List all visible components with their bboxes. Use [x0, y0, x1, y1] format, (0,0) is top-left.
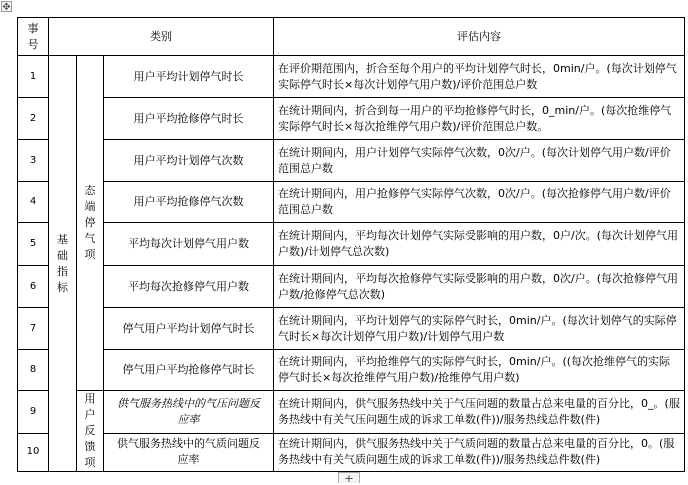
- row-number: 2: [18, 98, 49, 140]
- row-number: 4: [18, 182, 49, 223]
- row-number: 6: [18, 266, 49, 308]
- row-number: 10: [18, 433, 49, 471]
- add-row-icon[interactable]: +: [338, 472, 360, 483]
- table-row: [18, 433, 685, 471]
- header-no: 事号: [18, 18, 49, 56]
- row-number: 5: [18, 223, 49, 266]
- category-name: 供气服务热线中的气质问题反应率: [104, 433, 274, 471]
- content-description: 在统计期间内，供气服务热线中关于气质问题的数量占总来电量的百分比，0。(服务热线中有关气质问题生成的诉求工单数(件))/服务热线总件数(件): [274, 433, 685, 471]
- category-name: 用户平均抢修停气时长: [104, 98, 274, 140]
- group-feedback-items: [77, 391, 104, 472]
- table-move-handle-icon[interactable]: ✥: [2, 2, 11, 13]
- table-row: [18, 223, 685, 266]
- table-row: [18, 56, 685, 98]
- row-number: 7: [18, 308, 49, 350]
- category-name: 停气用户平均抢修停气时长: [104, 350, 274, 391]
- content-description: 在统计期间内，平均计划停气的实际停气时长，0min/户。(每次计划停气的实际停气时长×每次计划停气用户数)/计划停气用户数: [274, 308, 685, 350]
- group-basic-label: 基础指标: [57, 232, 68, 294]
- category-name: 停气用户平均计划停气时长: [104, 308, 274, 350]
- row-number: 8: [18, 350, 49, 391]
- content-description: 在统计期间内，供气服务热线中关于气压问题的数量占总来电量的百分比，0_。(服务热线中有关气压问题生成的诉求工单数(件))/服务热线总件数(件): [274, 391, 685, 434]
- content-description: 在统计期间内，折合到每一用户的平均抢修停气时长，0_min/户。(每次抢维停气实际停气时长×每次抢维停气用户数)/评价范围总户数。: [274, 98, 685, 140]
- content-description: 在统计期间内，平均每次抢修停气实际受影响的用户数，0次/户。(每次抢修停气用户数/抢修停气总次数): [274, 266, 685, 308]
- table-row: [18, 182, 685, 223]
- group-state-items: [77, 56, 104, 391]
- content-description: 在评价期范围内，折合至每个用户的平均计划停气时长，0min/户。(每次计划停气实际停气时长×每次计划停气用户数)/评价范围总户数: [274, 56, 685, 98]
- table-row: [18, 98, 685, 140]
- category-name: 供气服务热线中的气压问题反应率: [104, 391, 274, 434]
- row-number: 1: [18, 56, 49, 98]
- evaluation-table: [17, 17, 685, 472]
- table-header-row: [18, 18, 685, 56]
- group-state-label: 态端停气项: [84, 184, 96, 261]
- group-feedback-label: 用户反馈项: [84, 392, 96, 469]
- row-number: 3: [18, 140, 49, 182]
- category-name: 平均每次计划停气用户数: [104, 223, 274, 266]
- content-description: 在统计期间内，平均每次计划停气实际受影响的用户数，0户/次。(每次计划停气用户数)/计划停气总次数): [274, 223, 685, 266]
- table-row: [18, 308, 685, 350]
- content-description: 在统计期间内，用户计划停气实际停气次数，0次/户。(每次计划停气用户数/评价范围总户数: [274, 140, 685, 182]
- category-name: 用户平均计划停气次数: [104, 140, 274, 182]
- group-basic-indicators: [49, 56, 77, 472]
- content-description: 在统计期间内，用户抢修停气实际停气次数，0次/户。(每次抢修停气用户数/评价范围总户数: [274, 182, 685, 223]
- category-name: 用户平均计划停气时长: [104, 56, 274, 98]
- table-row: [18, 140, 685, 182]
- header-content: 评估内容: [274, 18, 685, 56]
- table-row: [18, 391, 685, 434]
- category-name: 用户平均抢修停气次数: [104, 182, 274, 223]
- header-category: 类别: [49, 18, 274, 56]
- row-number: 9: [18, 391, 49, 434]
- table-row: [18, 266, 685, 308]
- category-name: 平均每次抢修停气用户数: [104, 266, 274, 308]
- table-row: [18, 350, 685, 391]
- content-description: 在统计期间内，平均抢维停气的实际停气时长，0min/户。((每次抢维停气的实际停气时长×每次抢维停气用户数)/抢维停气用户数): [274, 350, 685, 391]
